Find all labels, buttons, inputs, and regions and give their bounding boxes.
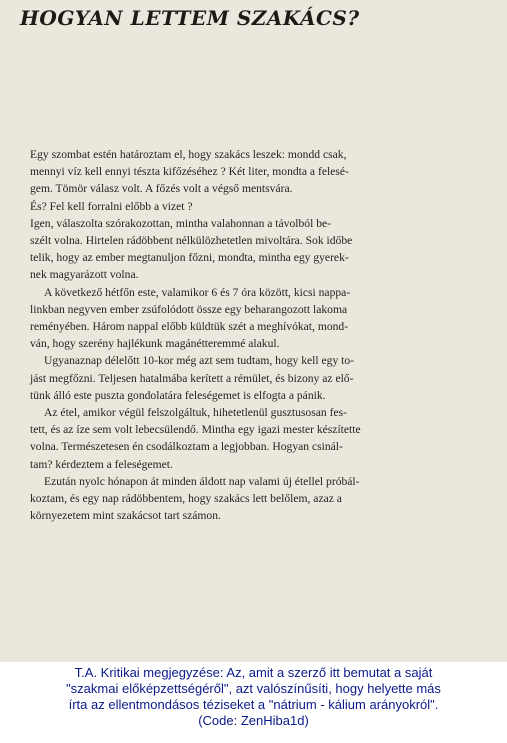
text-line: tett, és az íze sem volt lebecsülendő. Mintha egy igazi mester készítette — [30, 423, 361, 437]
text-line: környezetem mint szakácsot tart számon. — [30, 509, 221, 523]
text-line: nek magyarázott volna. — [30, 268, 139, 282]
text-line: gem. Tömör válasz volt. A főzés volt a végső mentsvára. — [30, 182, 293, 196]
article-title: HOGYAN LETTEM SZAKÁCS? — [20, 6, 360, 30]
critical-note-caption — [0, 662, 507, 743]
text-line: linkban negyven ember zsúfolódott össze egy beharangozott lakoma — [30, 302, 348, 316]
text-line: szélt volna. Hirtelen rádöbbent nélkülözhetetlen mivoltára. Sok időbe — [30, 234, 353, 248]
article-body — [30, 146, 480, 524]
text-line: Igen, válaszolta szórakozottan, mintha valahonnan a távolból be- — [30, 216, 332, 230]
text-line: jást megfőzni. Teljesen hatalmába kerített a rémület, és bizony az elő- — [30, 371, 354, 385]
paragraph-1 — [30, 146, 480, 284]
caption-line: "szakmai előképzettségéről", azt valószínűsíti, hogy helyette más — [66, 681, 441, 696]
text-line: telik, hogy az ember megtanuljon főzni, mondta, mintha egy gyerek- — [30, 251, 349, 265]
paragraph-5 — [30, 473, 480, 525]
paragraph-2 — [30, 284, 480, 353]
text-line: reményében. Három nappal előbb küldtük szét a meghívókat, mond- — [30, 320, 349, 334]
text-line: ván, hogy szerény hajlékunk magánétteremmé alakul. — [30, 337, 280, 351]
text-line: koztam, és egy nap rádöbbentem, hogy szakács lett belőlem, azaz a — [30, 492, 342, 506]
text-line: Az étel, amikor végül felszolgáltuk, hihetetlenül gusztusosan fes- — [44, 406, 347, 420]
text-line: És? Fel kell forralni előbb a vizet ? — [30, 199, 193, 213]
text-line: Egy szombat estén határoztam el, hogy szakács leszek: mondd csak, — [30, 148, 347, 161]
caption-line: T.A. Kritikai megjegyzése: Az, amit a szerző itt bemutat a saját — [74, 665, 433, 680]
text-line: tam? kérdeztem a feleségemet. — [30, 457, 173, 471]
text-line: Ugyanaznap délelőtt 10-kor még azt sem tudtam, hogy kell egy to- — [44, 354, 355, 368]
text-line: volna. Természetesen én csodálkoztam a legjobban. Hogyan csinál- — [30, 440, 343, 454]
caption-line: írta az ellentmondásos téziseket a "nátrium - kálium arányokról". — [68, 697, 439, 712]
text-line: Ezután nyolc hónapon át minden áldott nap valami új étellel próbál- — [44, 474, 360, 488]
caption-code: (Code: ZenHiba1d) — [198, 713, 309, 728]
paragraph-4 — [30, 404, 480, 473]
paragraph-3 — [30, 352, 480, 404]
text-line: mennyi víz kell ennyi tészta kifőzéséhez ? Két liter, mondta a felesé- — [30, 165, 349, 179]
text-line: A következő hétfőn este, valamikor 6 és 7 óra között, kicsi nappa- — [44, 285, 351, 299]
text-line: tünk álló este puszta gondolatára feleségemet is elfogta a pánik. — [30, 388, 326, 402]
